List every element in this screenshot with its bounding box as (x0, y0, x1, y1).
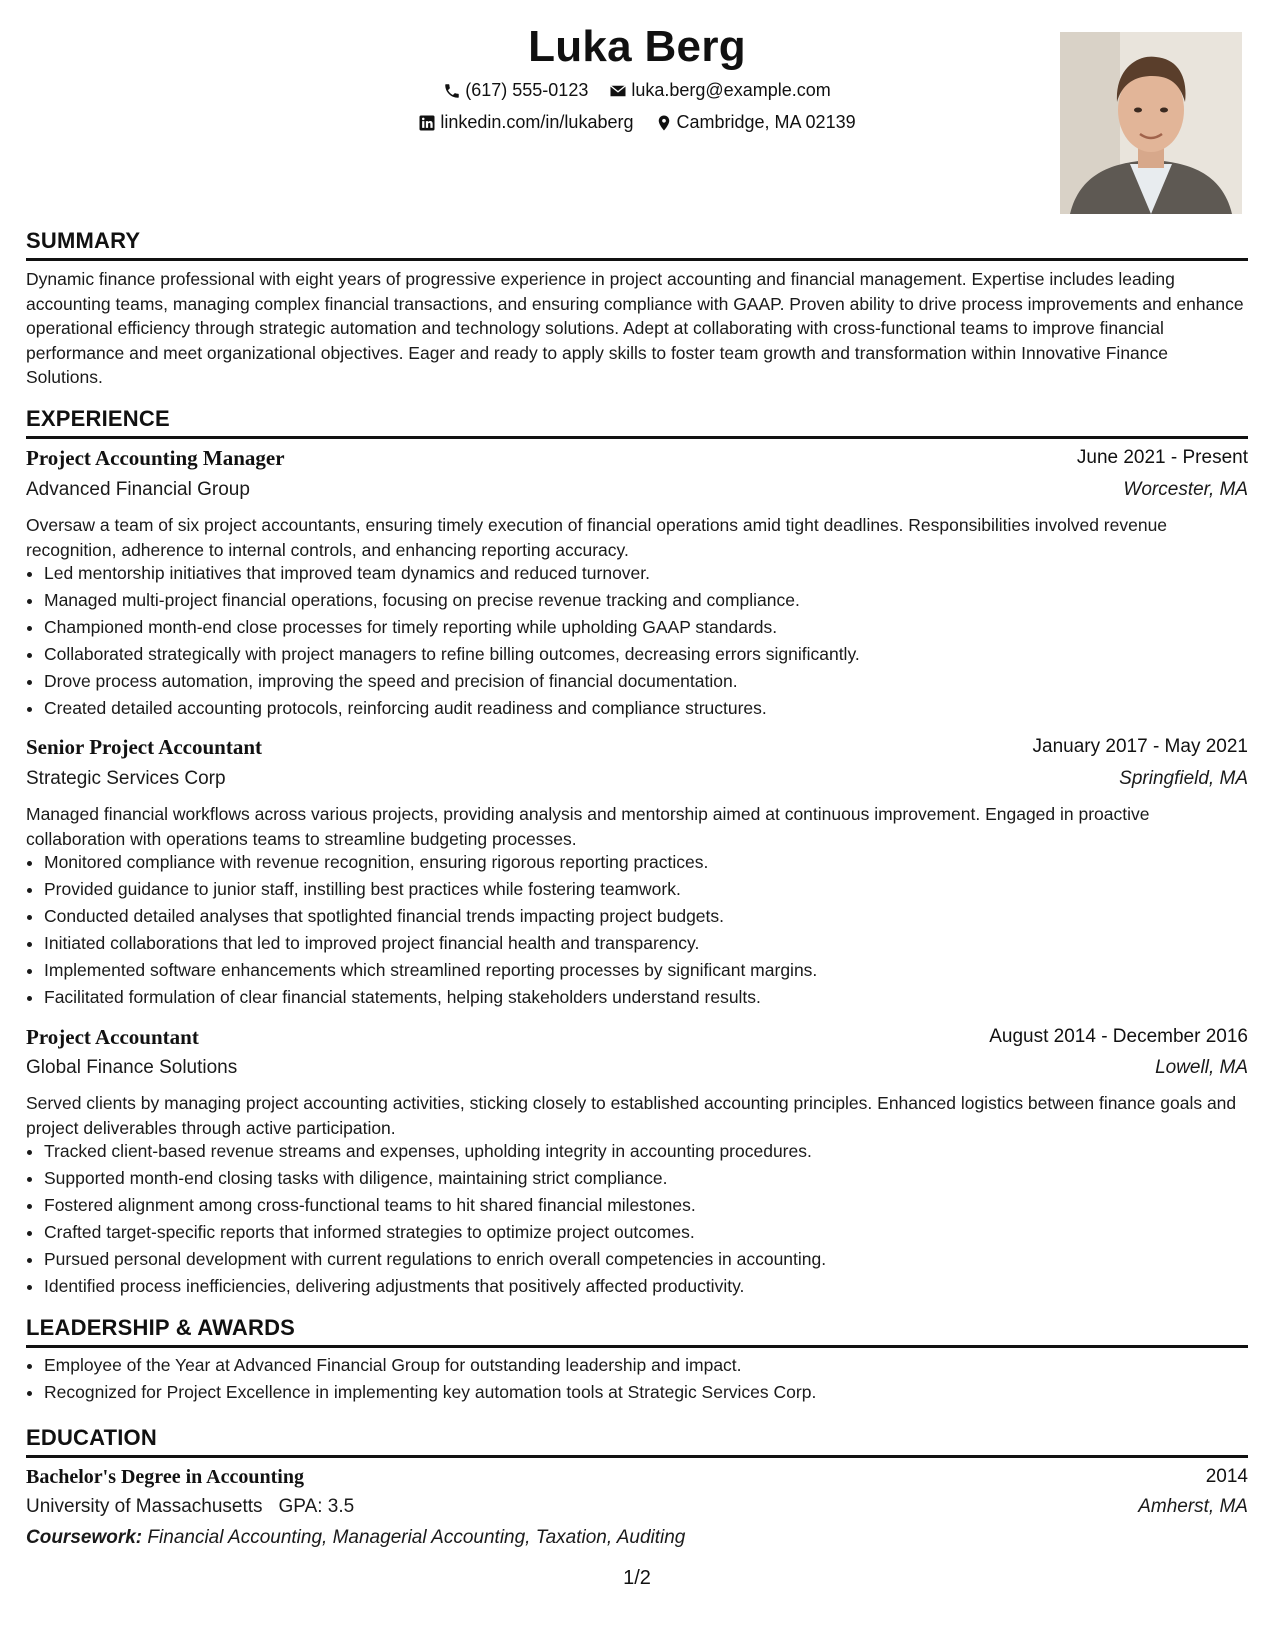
linkedin-text[interactable]: linkedin.com/in/lukaberg (440, 112, 634, 132)
experience-rule (26, 436, 1248, 439)
list-item: • Tracked client-based revenue streams and expenses, upholding integrity in accounting procedures. (44, 1138, 1266, 1165)
education-heading: EDUCATION (26, 1425, 157, 1450)
list-item: • Led mentorship initiatives that improved team dynamics and reduced turnover. (44, 560, 1266, 587)
job-2-bullets (26, 849, 1266, 1011)
job-3-bullets (26, 1138, 1266, 1300)
job-3-dates: August 2014 - December 2016 (989, 1026, 1248, 1047)
job-3-description: Served clients by managing project accounting activities, sticking closely to established accounting principles. Enhanced logistics between finance goals and project deliverables through active participation. (26, 1093, 1237, 1138)
candidate-name: Luka Berg (528, 22, 746, 71)
job-2-description: Managed financial workflows across various projects, providing analysis and mentorship aimed at continuous improvement. Engaged in proactive collaboration with operations teams to streamline budgeting processes. (26, 804, 1150, 849)
leadership-rule (26, 1345, 1248, 1348)
job-1-bullets (26, 560, 1266, 722)
leadership-heading: LEADERSHIP & AWARDS (26, 1315, 296, 1340)
contact-location (655, 112, 856, 133)
job-3-location: Lowell, MA (1155, 1057, 1248, 1078)
list-item: • Facilitated formulation of clear financial statements, helping stakeholders understand results. (44, 984, 1266, 1011)
job-2-title: Senior Project Accountant (26, 735, 263, 759)
list-item: • Implemented software enhancements which streamlined reporting processes by significant margins. (44, 957, 1266, 984)
email-text[interactable]: luka.berg@example.com (631, 80, 831, 100)
school-line (26, 1496, 354, 1518)
job-1-title: Project Accounting Manager (26, 446, 285, 470)
list-item: • Employee of the Year at Advanced Financial Group for outstanding leadership and impact. (44, 1352, 1266, 1379)
list-item: • Supported month-end closing tasks with diligence, maintaining strict compliance. (44, 1165, 1266, 1192)
contact-phone (443, 80, 588, 101)
education-rule (26, 1455, 1248, 1458)
contact-email[interactable] (609, 80, 830, 101)
list-item: • Provided guidance to junior staff, instilling best practices while fostering teamwork. (44, 876, 1266, 903)
phone-text: (617) 555-0123 (465, 80, 589, 100)
list-item: • Identified process inefficiencies, delivering adjustments that positively affected productivity. (44, 1273, 1266, 1300)
summary-heading: SUMMARY (26, 228, 141, 253)
job-1-location: Worcester, MA (1123, 479, 1248, 500)
list-item: • Recognized for Project Excellence in implementing key automation tools at Strategic Services Corp. (44, 1379, 1266, 1406)
summary-text: Dynamic finance professional with eight years of progressive experience in project accounting and financial management. Expertise includes leading accounting teams, managing complex financial transactions, and ensuring compliance with GAAP. Proven ability to drive process improvements and enhance operational efficiency through strategic automation and technology solutions. Adept at collaborating with cross-functional teams to improve financial performance and meet organizational objectives. Eager and ready to apply skills to foster team growth and transformation within Innovative Finance Solutions. (26, 269, 1244, 387)
linkedin-icon (418, 114, 436, 132)
resume-page (26, 0, 1248, 1650)
gpa: GPA: 3.5 (278, 1496, 355, 1517)
job-3-company: Global Finance Solutions (26, 1057, 238, 1078)
list-item: • Championed month-end close processes for timely reporting while upholding GAAP standards. (44, 614, 1266, 641)
list-item: • Created detailed accounting protocols, reinforcing audit readiness and compliance structures. (44, 695, 1266, 722)
envelope-icon (609, 82, 627, 100)
list-item: • Managed multi-project financial operations, focusing on precise revenue tracking and compliance. (44, 587, 1266, 614)
location-text: Cambridge, MA 02139 (676, 112, 856, 132)
job-2-dates: January 2017 - May 2021 (1032, 736, 1248, 757)
list-item: • Conducted detailed analyses that spotlighted financial trends impacting project budgets. (44, 903, 1266, 930)
contact-linkedin[interactable] (418, 112, 633, 133)
list-item: • Monitored compliance with revenue recognition, ensuring rigorous reporting practices. (44, 849, 1266, 876)
list-item: • Drove process automation, improving the speed and precision of financial documentation. (44, 668, 1266, 695)
school-location: Amherst, MA (1138, 1496, 1248, 1517)
job-3-title: Project Accountant (26, 1025, 199, 1049)
degree-year: 2014 (1205, 1466, 1248, 1487)
school-name: University of Massachusetts (26, 1496, 263, 1517)
degree-title: Bachelor's Degree in Accounting (26, 1466, 304, 1488)
coursework-text: Financial Accounting, Managerial Accounting, Taxation, Auditing (147, 1527, 686, 1548)
coursework-line (26, 1527, 685, 1549)
coursework-label: Coursework: (26, 1527, 143, 1548)
phone-icon (443, 82, 461, 100)
list-item: • Pursued personal development with current regulations to enrich overall competencies in accounting. (44, 1246, 1266, 1273)
job-1-description: Oversaw a team of six project accountants, ensuring timely execution of financial operations amid tight deadlines. Responsibilities involved revenue recognition, adherence to internal controls, and enhancing reporting accuracy. (26, 515, 1168, 560)
list-item: • Crafted target-specific reports that informed strategies to optimize project outcomes. (44, 1219, 1266, 1246)
job-2-company: Strategic Services Corp (26, 768, 226, 789)
job-1-dates: June 2021 - Present (1076, 447, 1248, 468)
profile-photo (1060, 32, 1242, 214)
leadership-bullets (26, 1352, 1266, 1406)
summary-rule (26, 258, 1248, 261)
job-2-location: Springfield, MA (1119, 768, 1248, 789)
list-item: • Collaborated strategically with project managers to refine billing outcomes, decreasing errors significantly. (44, 641, 1266, 668)
job-1-company: Advanced Financial Group (26, 479, 250, 500)
experience-heading: EXPERIENCE (26, 406, 170, 431)
list-item: • Initiated collaborations that led to improved project financial health and transparency. (44, 930, 1266, 957)
page-number: 1/2 (623, 1567, 651, 1589)
list-item: • Fostered alignment among cross-functional teams to hit shared financial milestones. (44, 1192, 1266, 1219)
map-pin-icon (655, 114, 673, 132)
